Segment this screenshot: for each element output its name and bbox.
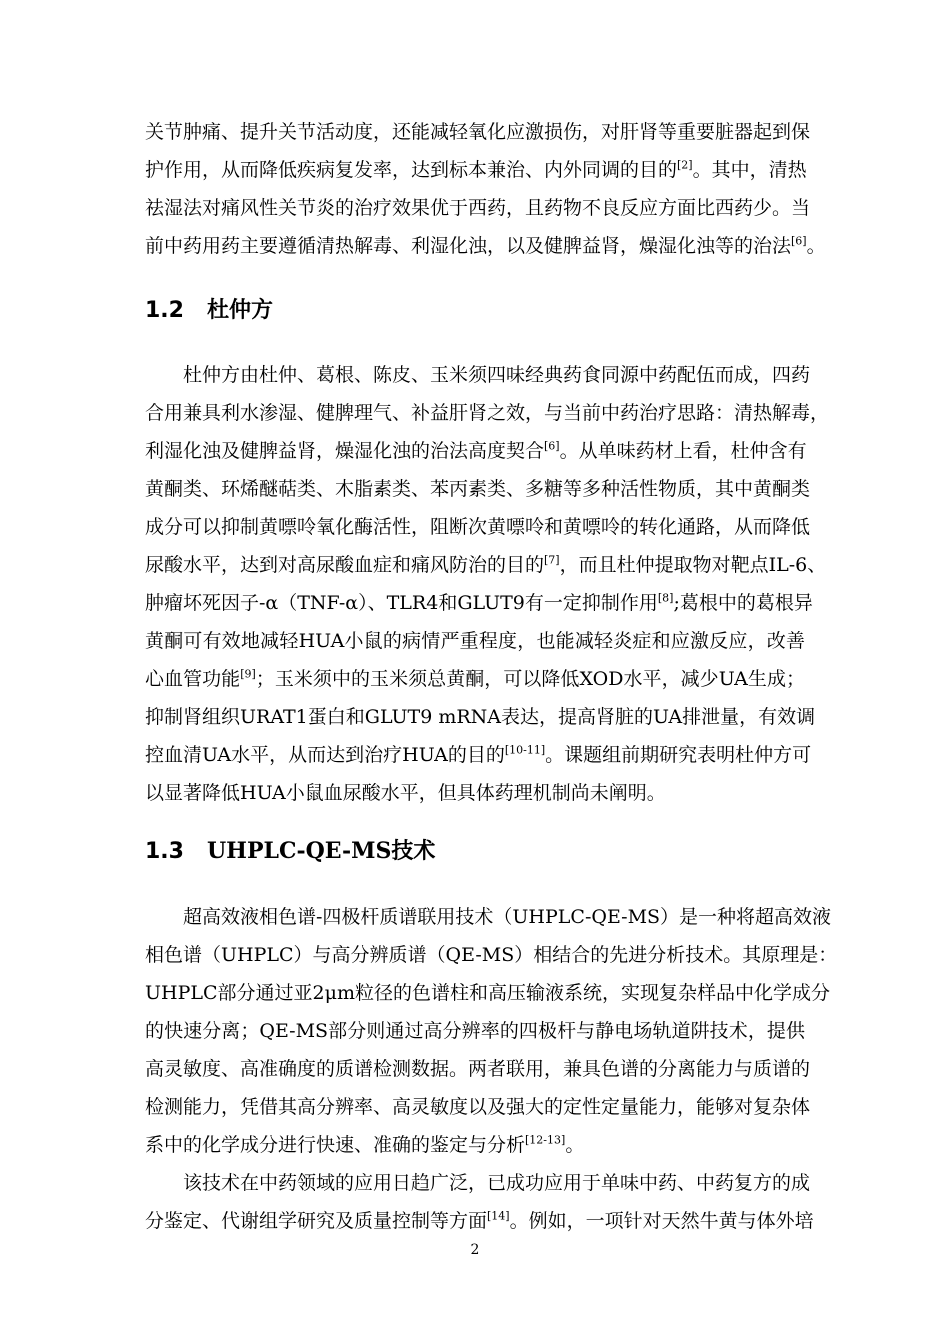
- body-line: 前中药用药主要遵循清热解毒、利湿化浊，以及健脾益肾，燥湿化浊等的治法[6]。: [145, 234, 826, 257]
- body-line: 相色谱（UHPLC）与高分辨质谱（QE-MS）相结合的先进分析技术。其原理是：: [145, 944, 838, 966]
- body-line: 超高效液相色谱-四极杆质谱联用技术（UHPLC-QE-MS）是一种将超高效液: [183, 906, 832, 928]
- body-line: 肿瘤坏死因子-α（TNF-α）、TLR4和GLUT9有一定抑制作用[8];葛根中的葛根异: [145, 591, 813, 614]
- citation: [2]: [677, 158, 693, 172]
- citation: [6]: [791, 234, 807, 248]
- body-line: 祛湿法对痛风性关节炎的治疗效果优于西药，且药物不良反应方面比西药少。当: [145, 197, 811, 219]
- citation: [14]: [487, 1209, 510, 1223]
- body-line: 杜仲方由杜仲、葛根、陈皮、玉米须四味经典药食同源中药配伍而成，四药: [183, 364, 811, 386]
- body-line: 高灵敏度、高准确度的质谱检测数据。两者联用，兼具色谱的分离能力与质谱的: [145, 1058, 811, 1080]
- body-line: 尿酸水平，达到对高尿酸血症和痛风防治的目的[7]，而且杜仲提取物对靶点IL-6、: [145, 553, 827, 576]
- body-line: 黄酮类、环烯醚萜类、木脂素类、苯丙素类、多糖等多种活性物质，其中黄酮类: [145, 478, 811, 500]
- section-heading: [145, 837, 435, 866]
- body-line: 抑制肾组织URAT1蛋白和GLUT9 mRNA表达，提高肾脏的UA排泄量，有效调: [145, 706, 816, 728]
- citation: [6]: [544, 439, 560, 453]
- section-title: UHPLC-QE-MS技术: [207, 838, 436, 864]
- body-line: 检测能力，凭借其高分辨率、高灵敏度以及强大的定性定量能力，能够对复杂体: [145, 1096, 811, 1118]
- body-line: 心血管功能[9]；玉米须中的玉米须总黄酮，可以降低XOD水平，减少UA生成；: [145, 667, 805, 690]
- body-line: 利湿化浊及健脾益肾，燥湿化浊的治法高度契合[6]。从单味药材上看，杜仲含有: [145, 439, 807, 462]
- body-line: UHPLC部分通过亚2μm粒径的色谱柱和高压输液系统，实现复杂样品中化学成分: [145, 982, 830, 1004]
- body-line: 分鉴定、代谢组学研究及质量控制等方面[14]。例如，一项针对天然牛黄与体外培: [145, 1209, 814, 1232]
- body-line: 关节肿痛、提升关节活动度，还能减轻氧化应激损伤，对肝肾等重要脏器起到保: [145, 121, 811, 143]
- body-line: 系中的化学成分进行快速、准确的鉴定与分析[12-13]。: [145, 1133, 585, 1156]
- body-line: 控血清UA水平，从而达到治疗HUA的目的[10-11]。课题组前期研究表明杜仲方可: [145, 743, 812, 766]
- citation: [12-13]: [525, 1133, 566, 1147]
- section-heading: [145, 297, 273, 325]
- citation: [10-11]: [504, 743, 546, 757]
- body-line: 黄酮可有效地减轻HUA小鼠的病情严重程度，也能减轻炎症和应激反应，改善: [145, 630, 805, 652]
- page-number: 2: [470, 1242, 480, 1258]
- body-line: 成分可以抑制黄嘌呤氧化酶活性，阻断次黄嘌呤和黄嘌呤的转化通路，从而降低: [145, 516, 811, 538]
- body-line: 护作用，从而降低疾病复发率，达到标本兼治、内外同调的目的[2]。其中，清热: [145, 158, 807, 181]
- citation: [8]: [657, 591, 674, 605]
- body-line: 合用兼具利水渗湿、健脾理气、补益肝肾之效，与当前中药治疗思路：清热解毒，: [145, 402, 830, 424]
- body-line: 以显著降低HUA小鼠血尿酸水平，但具体药理机制尚未阐明。: [145, 782, 666, 804]
- body-line: 该技术在中药领域的应用日趋广泛，已成功应用于单味中药、中药复方的成: [183, 1172, 811, 1194]
- section-number: 1.2: [145, 298, 184, 323]
- citation: [7]: [544, 553, 560, 567]
- body-line: 的快速分离；QE-MS部分则通过高分辨率的四极杆与静电场轨道阱技术，提供: [145, 1020, 805, 1042]
- citation: [9]: [240, 667, 256, 681]
- section-title: 杜仲方: [207, 298, 274, 323]
- section-number: 1.3: [145, 839, 184, 864]
